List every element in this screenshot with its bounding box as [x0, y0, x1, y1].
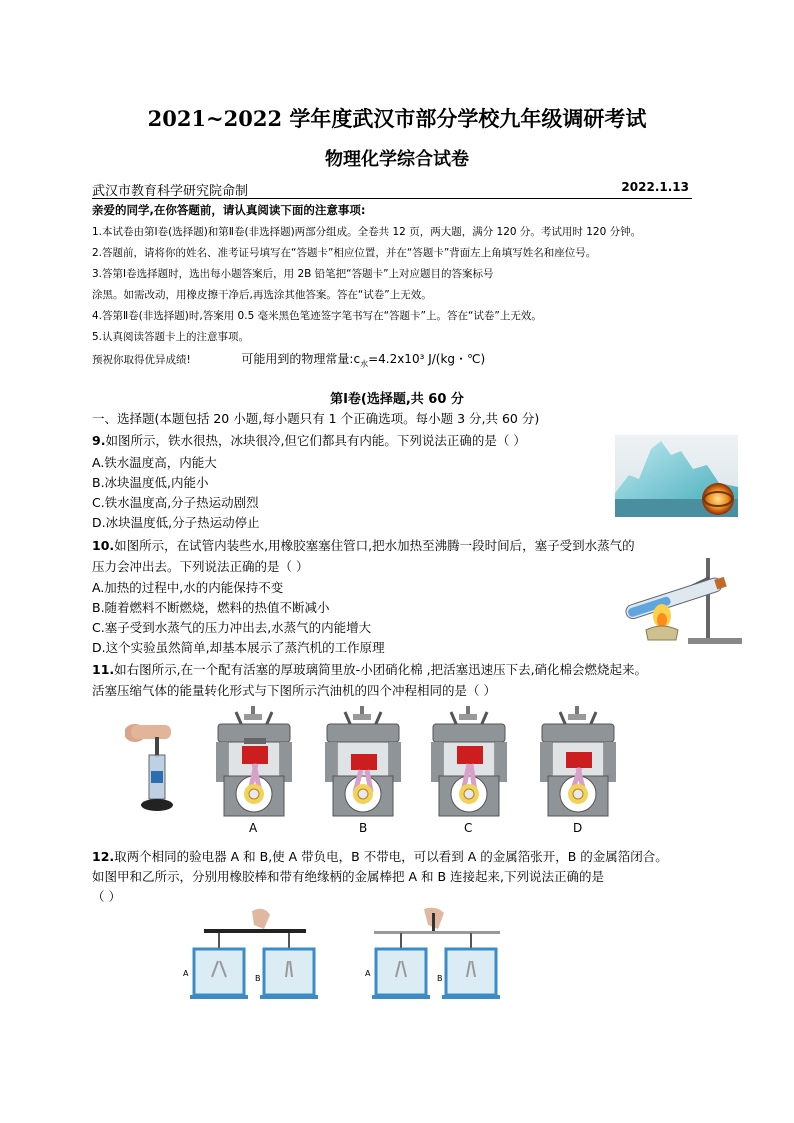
- wish-text: 预祝你取得优异成绩!: [92, 354, 191, 366]
- q9-option-c: C.铁水温度高,分子热运动剧烈: [92, 495, 259, 510]
- engine-label-c: C: [464, 821, 473, 835]
- section-title: 第Ⅰ卷(选择题,共 60 分: [330, 392, 464, 407]
- q9-option-a: A.铁水温度高，内能大: [92, 455, 217, 470]
- page-title: 2021~2022 学年度武汉市部分学校九年级调研考试: [147, 106, 647, 131]
- q11-stem-line2: 活塞压缩气体的能量转化形式与下图所示汽油机的四个冲程相同的是（ ）: [92, 683, 496, 698]
- wish-line: [92, 350, 485, 369]
- q10-text: 如图所示，在试管内装些水,用橡胶塞塞住管口,把水加热至沸腾一段时间后，塞子受到水蒸气的: [114, 538, 635, 553]
- q9-iceberg-figure: [615, 435, 738, 517]
- q12-number: 12.: [92, 849, 115, 864]
- q11-number: 11.: [92, 662, 115, 677]
- engine-label-a: A: [249, 821, 258, 835]
- engine-stroke-figure-d: [538, 706, 618, 818]
- notice-item: 2.答题前，请将你的姓名、准考证号填写在“答题卡”相应位置，并在“答题卡”背面左上角填写姓名和座位号。: [92, 247, 597, 259]
- notice-item: 3.答第Ⅰ卷选择题时，选出每小题答案后，用 2B 铅笔把“答题卡”上对应题目的答案标号: [92, 268, 494, 280]
- q12-stem-line2: 如图甲和乙所示，分别用橡胶棒和带有绝缘柄的金属棒把 A 和 B 连接起来,下列说法正确的是: [92, 869, 604, 884]
- engine-stroke-figure-b: [323, 706, 403, 818]
- engine-stroke-figure-c: [429, 706, 509, 818]
- electroscope-label-b: B: [255, 974, 261, 983]
- q9-number: 9.: [92, 433, 106, 448]
- q10-stem-line1: [92, 536, 635, 554]
- notice-heading: 亲爱的同学,在你答题前，请认真阅读下面的注意事项:: [92, 203, 366, 217]
- author-line: [92, 178, 692, 199]
- q12-electroscope-figure-yi: [362, 905, 512, 1005]
- constant-label: 可能用到的物理常量:c: [241, 352, 361, 366]
- constant-value: =4.2x10³ J/(kg・℃): [368, 352, 486, 366]
- notice-item: 1.本试卷由第Ⅰ卷(选择题)和第Ⅱ卷(非选择题)两部分组成。全卷共 12 页，两大题，满分 120 分。考试用时 120 分钟。: [92, 226, 642, 238]
- q10-number: 10.: [92, 538, 115, 553]
- section-instruction: 一、选择题(本题包括 20 小题,每小题只有 1 个正确选项。每小题 3 分,共 60 分): [92, 411, 540, 426]
- engine-label-d: D: [573, 821, 583, 835]
- q12-electroscope-figure-jia: [180, 905, 330, 1005]
- q11-stem-line1: [92, 660, 647, 678]
- q10-option-c: C.塞子受到水蒸气的压力冲出去,水蒸气的内能增大: [92, 620, 372, 635]
- electroscope-label-a: A: [183, 969, 189, 978]
- q10-stem-line2: 压力会冲出去。下列说法正确的是（ ）: [92, 559, 309, 574]
- q10-option-a: A.加热的过程中,水的内能保持不变: [92, 580, 284, 595]
- constant-sub: 水: [360, 359, 369, 369]
- q9-option-b: B.冰块温度低,内能小: [92, 475, 209, 490]
- q9-stem: [92, 431, 526, 449]
- q9-option-d: D.冰块温度低,分子热运动停止: [92, 515, 260, 530]
- q11-air-pump-figure: [125, 715, 187, 815]
- notice-item: 涂黑。如需改动，用橡皮擦干净后,再选涂其他答案。答在“试卷”上无效。: [92, 289, 432, 301]
- author: 武汉市教育科学研究院命制: [92, 184, 249, 199]
- q12-text: 取两个相同的验电器 A 和 B,使 A 带负电，B 不带电，可以看到 A 的金属箔张开，B 的金属箔闭合。: [114, 849, 668, 864]
- engine-stroke-figure-a: [214, 706, 294, 818]
- q10-option-b: B.随着燃料不断燃烧，燃料的热值不断减小: [92, 600, 330, 615]
- engine-label-b: B: [359, 821, 368, 835]
- notice-item: 4.答第Ⅱ卷(非选择题)时,答案用 0.5 毫米黑色笔迹签字笔书写在“答题卡”上。答在“试卷”上无效。: [92, 310, 542, 322]
- q12-stem-line1: [92, 847, 668, 865]
- q11-text: 如右图所示,在一个配有活塞的厚玻璃简里放-小团硝化棉 ,把活塞迅速压下去,硝化棉会燃烧起来。: [114, 662, 648, 677]
- exam-date: 2022.1.13: [621, 180, 689, 194]
- q9-text: 如图所示，铁水很热，冰块很冷,但它们都具有内能。下列说法正确的是（ ）: [105, 433, 526, 448]
- electroscope-label-a: A: [365, 969, 371, 978]
- electroscope-label-b: B: [437, 974, 443, 983]
- physics-constant: [241, 352, 486, 369]
- q12-stem-line3: （ ）: [92, 889, 121, 904]
- q10-test-tube-figure: [618, 558, 743, 646]
- page-subtitle: 物理化学综合试卷: [325, 149, 469, 170]
- notice-item: 5.认真阅读答题卡上的注意事项。: [92, 331, 250, 343]
- q10-option-d: D.这个实验虽然简单,却基本展示了蒸汽机的工作原理: [92, 640, 385, 655]
